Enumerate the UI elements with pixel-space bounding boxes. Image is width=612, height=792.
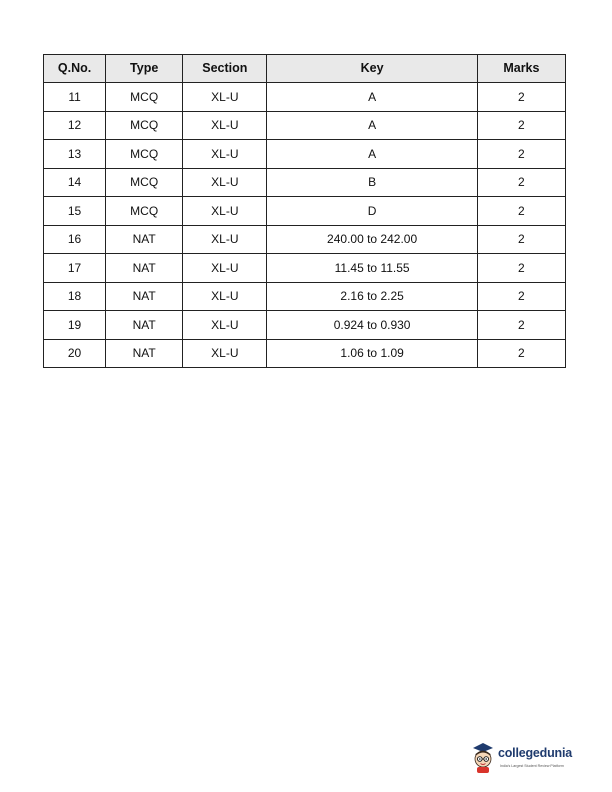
cell-type: MCQ — [106, 111, 183, 140]
cell-marks: 2 — [477, 339, 565, 368]
cell-type: MCQ — [106, 168, 183, 197]
cell-section: XL-U — [183, 282, 267, 311]
cell-type: NAT — [106, 282, 183, 311]
cell-qno: 19 — [44, 311, 106, 340]
collegedunia-logo — [470, 740, 600, 780]
cell-qno: 15 — [44, 197, 106, 226]
cell-key: B — [267, 168, 477, 197]
cell-key: A — [267, 140, 477, 169]
header-type: Type — [106, 55, 183, 83]
cell-qno: 14 — [44, 168, 106, 197]
cell-key: A — [267, 83, 477, 112]
cell-section: XL-U — [183, 254, 267, 283]
cell-qno: 12 — [44, 111, 106, 140]
cell-type: MCQ — [106, 197, 183, 226]
table-row — [44, 140, 566, 169]
answer-key-table — [43, 54, 566, 368]
table-row — [44, 111, 566, 140]
cell-key: 0.924 to 0.930 — [267, 311, 477, 340]
table-row — [44, 311, 566, 340]
cell-key: 1.06 to 1.09 — [267, 339, 477, 368]
cell-key: 240.00 to 242.00 — [267, 225, 477, 254]
cell-marks: 2 — [477, 282, 565, 311]
table-row — [44, 339, 566, 368]
cell-section: XL-U — [183, 225, 267, 254]
cell-section: XL-U — [183, 197, 267, 226]
cell-key: 2.16 to 2.25 — [267, 282, 477, 311]
cell-section: XL-U — [183, 339, 267, 368]
table-row — [44, 225, 566, 254]
cell-marks: 2 — [477, 311, 565, 340]
header-marks: Marks — [477, 55, 565, 83]
cell-type: NAT — [106, 311, 183, 340]
table-row — [44, 282, 566, 311]
header-section: Section — [183, 55, 267, 83]
cell-section: XL-U — [183, 168, 267, 197]
cell-marks: 2 — [477, 83, 565, 112]
cell-marks: 2 — [477, 168, 565, 197]
cell-qno: 17 — [44, 254, 106, 283]
cell-type: MCQ — [106, 140, 183, 169]
logo-brand-text: collegedunia — [498, 746, 573, 760]
table-row — [44, 254, 566, 283]
cell-marks: 2 — [477, 254, 565, 283]
cell-section: XL-U — [183, 140, 267, 169]
table-row — [44, 83, 566, 112]
cell-type: NAT — [106, 339, 183, 368]
cell-qno: 11 — [44, 83, 106, 112]
student-mascot-icon — [470, 740, 496, 774]
header-qno: Q.No. — [44, 55, 106, 83]
cell-marks: 2 — [477, 140, 565, 169]
table-header-row — [44, 55, 566, 83]
cell-type: MCQ — [106, 83, 183, 112]
header-key: Key — [267, 55, 477, 83]
cell-section: XL-U — [183, 83, 267, 112]
cell-qno: 18 — [44, 282, 106, 311]
cell-key: D — [267, 197, 477, 226]
cell-key: A — [267, 111, 477, 140]
cell-type: NAT — [106, 225, 183, 254]
cell-section: XL-U — [183, 311, 267, 340]
cell-marks: 2 — [477, 197, 565, 226]
cell-marks: 2 — [477, 225, 565, 254]
logo-tagline: India's Largest Student Review Platform — [500, 764, 564, 768]
cell-section: XL-U — [183, 111, 267, 140]
cell-type: NAT — [106, 254, 183, 283]
table-row — [44, 168, 566, 197]
table-row — [44, 197, 566, 226]
cell-qno: 13 — [44, 140, 106, 169]
cell-key: 11.45 to 11.55 — [267, 254, 477, 283]
cell-qno: 16 — [44, 225, 106, 254]
cell-marks: 2 — [477, 111, 565, 140]
cell-qno: 20 — [44, 339, 106, 368]
